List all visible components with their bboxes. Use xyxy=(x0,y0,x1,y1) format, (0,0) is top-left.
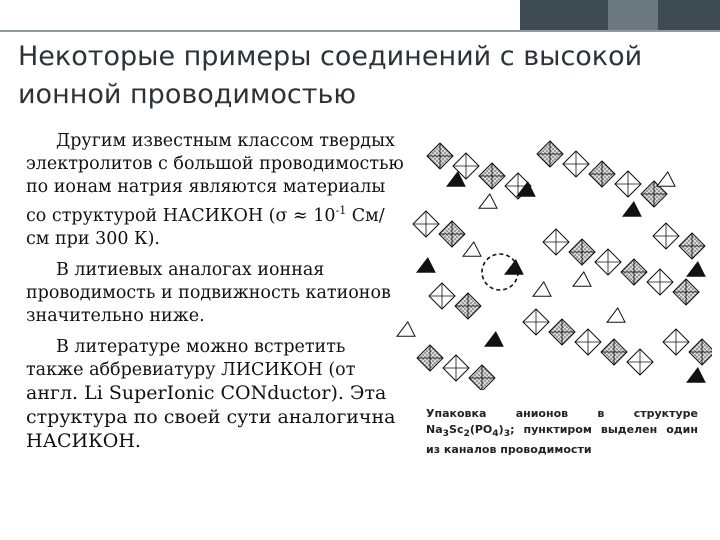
tetrahedron xyxy=(463,242,481,256)
caption-sub: 3 xyxy=(503,428,511,440)
top-bar-blank xyxy=(0,0,520,12)
figure-caption xyxy=(426,406,698,458)
paragraph-lisicon-tail: англ. Li SuperIonic CONductor). Эта структура по своей сути аналогична НАСИКОН. xyxy=(26,381,396,452)
caption-text: Упаковка анионов в структуре Na xyxy=(426,407,698,436)
tetrahedron xyxy=(607,308,625,322)
tetrahedron xyxy=(657,172,675,186)
paragraph-lisicon xyxy=(26,336,404,454)
crystal-lattice xyxy=(397,141,712,390)
tetrahedron xyxy=(623,202,641,216)
caption-text: ; пунктиром выделен один из каналов проводимости xyxy=(426,423,698,457)
paragraph-lisicon-text: В литературе можно встретить также аббревиатуру ЛИСИКОН (от xyxy=(26,336,356,380)
caption-text: ) xyxy=(498,423,504,436)
tetrahedron xyxy=(687,368,705,382)
paragraph-nasicon-tail: См/см при 300 К). xyxy=(26,205,385,249)
caption-text: Sc xyxy=(449,423,464,436)
slide-title: Некоторые примеры соединений с высокой ионной проводимостью xyxy=(18,41,643,110)
caption-sub: 2 xyxy=(463,428,470,440)
paragraph-nasicon xyxy=(26,130,404,251)
top-decoration-bar xyxy=(0,0,720,32)
tetrahedron xyxy=(417,258,435,272)
tetrahedron xyxy=(479,194,497,208)
paragraph-lithium: В литиевых аналогах ионная проводимость и подвижность катионов значительно ниже. xyxy=(26,259,391,326)
top-bar-rule xyxy=(0,30,720,32)
caption-sub: 4 xyxy=(492,428,499,440)
top-bar-light-block xyxy=(608,0,658,30)
caption-text: (PO xyxy=(469,423,493,436)
exponent: -1 xyxy=(335,204,347,217)
tetrahedron xyxy=(505,260,523,274)
tetrahedron xyxy=(397,322,415,336)
slide-body xyxy=(26,130,404,462)
paragraph-nasicon-text: Другим известным классом твердых электролитов с большой проводимостью по ионам натрия являются материалы со структурой НАСИКОН (σ ≈ 10 xyxy=(26,131,404,226)
nasicon-structure-figure xyxy=(396,140,712,390)
tetrahedron xyxy=(573,272,591,286)
caption-sub: 3 xyxy=(442,428,450,440)
tetrahedron xyxy=(533,282,551,296)
tetrahedron xyxy=(485,332,503,346)
tetrahedron xyxy=(687,262,705,276)
